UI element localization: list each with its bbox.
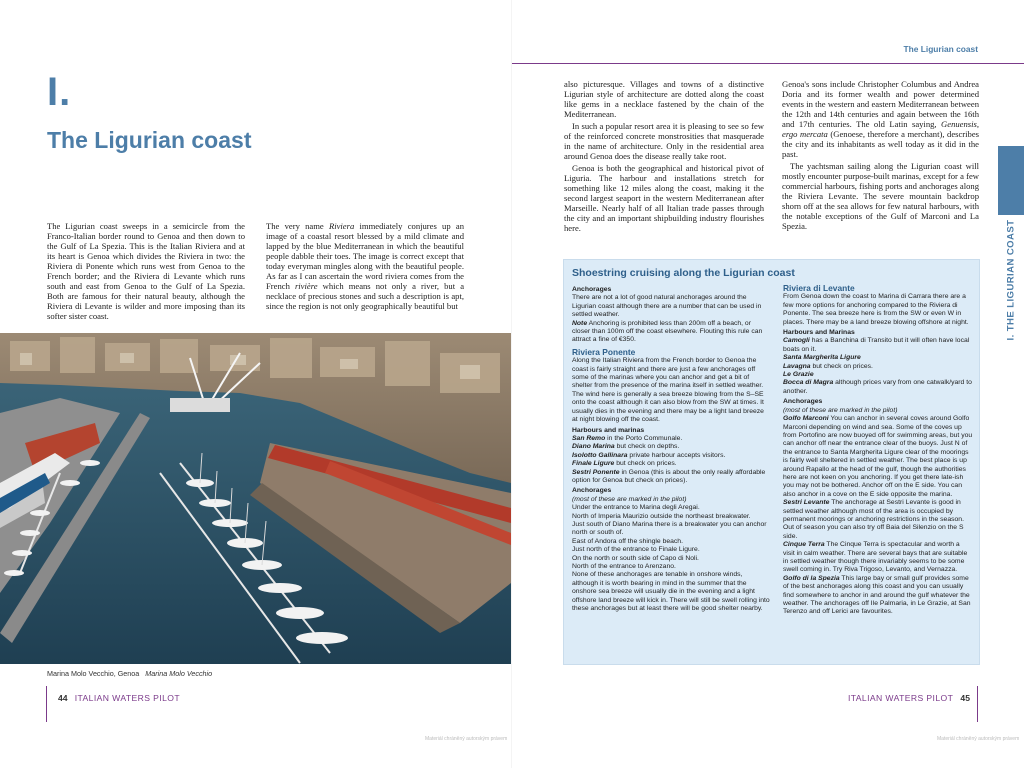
note-label: Note	[572, 319, 588, 327]
right-col1-para-2: In such a popular resort area it is pleasing to see so few of the reinforced concrete monstrosities that masquerade in the name of architecture. Only in the residential area around Genoa does the disease really take root.	[564, 121, 764, 161]
box-right-column	[783, 284, 973, 617]
right-col2-para-2: The yachtsman sailing along the Ligurian coast will mostly encounter purpose-built marinas, except for a few commercial harbours, fishing ports and anchorages along the Riviera Levante. The severe mountain backdrop shorn off at the sea allows for few natural harbours, with the notable exceptions of the Gulf of Marconi and La Spezia.	[782, 161, 979, 231]
anchorage-line: Under the entrance to Marina degli Aregai.	[572, 504, 700, 512]
copyright-notice-right: Materiál chráněný autorským právem	[937, 736, 1020, 742]
anchorage-name: Cinque Terra	[783, 541, 825, 549]
levante-anchorages-heading: Anchorages	[783, 398, 823, 406]
anchorage-item	[783, 541, 973, 575]
right-col2-para-1: Genoa's sons include Christopher Columbus and Andrea Doria and its former wealth and power determined events in the western and eastern Mediterranean between the 12th and 14th centuries and again between the 16th and 17th centuries. The old Latin saying, Genuensis, ergo mercata (Genoese, therefore a merchant), describes the city and its inhabitants as well today as it did in the past.	[782, 79, 979, 159]
harbour-text: in the Porto Communale.	[605, 434, 683, 442]
harbour-name: Bocca di Magra	[783, 379, 834, 387]
anchorage-item	[783, 415, 973, 499]
harbour-name: Sestri Ponente	[572, 468, 620, 476]
folio-left	[58, 693, 180, 703]
chapter-title: The Ligurian coast	[47, 127, 252, 153]
right-body-column-2	[782, 79, 979, 233]
harbour-text: has a Banchina di Transito but it will often have local boats on it.	[783, 337, 970, 353]
anchorage-text: This large bay or small gulf provides some of the best anchorages along this coast and you can usually find somewhere to anchor in and around the gulf whatever the weather. The anchorages off Ile Palmaria, in Le Grazie, at San Terenzo and off Lerici are favourites.	[783, 574, 971, 616]
photo-caption	[47, 669, 212, 678]
folio-right	[848, 693, 970, 703]
right-col1-para-3: Genoa is both the geographical and historical pivot of Liguria. The harbour and installations stretch for something like 12 miles along the coast, making it the second largest seaport in the western Mediterranean after Marseille. Nearly half of all Italian trade passes through the city and an important shipbuilding industry flourishes here.	[564, 163, 764, 233]
harbour-item	[572, 443, 770, 451]
harbour-item	[572, 435, 770, 443]
chapter-tab-block	[998, 146, 1024, 215]
harbour-name: Le Grazie	[783, 371, 814, 379]
folio-title-left: ITALIAN WATERS PILOT	[74, 693, 180, 703]
ponente-anchorages-heading: Anchorages	[572, 487, 612, 495]
chapter-number: I.	[47, 70, 72, 114]
riviera-ponente-text: Along the Italian Riviera from the French border to Genoa the coast is fairly straight and there are just a few anchorages off some of the marinas where you can anchor and get a bit of shelter from the presence of the marina itself in settled weather. The wind here is generally a sea breeze blowing from the S–SE onto the coast although it can also blow from the SW at times. It usually dies in the evening and there may be a light land breeze at night blowing off the coast.	[572, 357, 764, 424]
folio-rule-right	[977, 686, 978, 722]
harbour-name: Lavagna	[783, 362, 811, 370]
anchorage-line: North of Imperia Maurizio outside the northeast breakwater.	[572, 512, 751, 520]
anchorages-intro: There are not a lot of good natural anchorages around the Ligurian coast although there are a number that can be used in settled weather.	[572, 294, 762, 319]
harbour-item	[783, 379, 973, 396]
anchorage-name: Golfo Marconi	[783, 415, 829, 423]
riviera-levante-heading: Riviera di Levante	[783, 283, 855, 293]
harbour-name: Isolotto Gallinara	[572, 451, 628, 459]
harbour-text: but check on prices.	[810, 362, 873, 370]
anchorage-line: On the north or south side of Capo di Noli.	[572, 554, 699, 562]
note-para	[572, 320, 770, 345]
levante-anchorages-note: (most of these are marked in the pilot)	[783, 406, 898, 414]
harbour-text: but check on prices.	[614, 460, 677, 468]
harbour-name: Diano Marina	[572, 443, 615, 451]
side-tab-label: I. THE LIGURIAN COAST	[1005, 219, 1017, 341]
harbour-text: but check on depths.	[614, 443, 680, 451]
anchorage-line: Just north of the entrance to Finale Ligure.	[572, 546, 700, 554]
anchorages-heading: Anchorages	[572, 286, 612, 293]
harbour-name: San Remo	[572, 434, 606, 442]
harbour-item	[572, 469, 770, 486]
running-head: The Ligurian coast	[903, 44, 978, 54]
ponente-harbours-heading: Harbours and marinas	[572, 426, 645, 434]
harbour-item	[783, 363, 973, 371]
anchorage-line: East of Andora off the shingle beach.	[572, 537, 683, 545]
header-rule	[512, 63, 1024, 64]
caption-text: Marina Molo Vecchio, Genoa	[47, 669, 140, 678]
shoestring-cruising-box	[563, 259, 980, 665]
right-page	[512, 0, 1024, 768]
anchorage-name: Sestri Levante	[783, 499, 830, 507]
anchorage-text: You can anchor in several coves around Golfo Marconi depending on wind and sea. Some of the coves up from Portofino are now buoyed off for swimming areas, but you can anchor off near the entrance clear of the buoys. Just N of the entrance to Santa Margherita Ligure clear of the moorings is fairly well sheltered in settled weather. The best place is up around Rapallo at the head of the gulf, though the authorities here are not keen on you anchoring. If you get there late-ish you may not be bothered. Anchor off on the E side. You can also anchor in a cove on the E side opposite the marina.	[783, 415, 973, 498]
harbour-item	[783, 371, 973, 379]
page-number-left: 44	[58, 693, 68, 703]
left-body-column-2	[266, 221, 464, 313]
harbour-text: in Genoa (this is about the only really affordable option for Genoa but check on prices).	[572, 468, 766, 484]
anchorage-line: Just south of Diano Marina there is a breakwater you can anchor north or south of.	[572, 520, 767, 537]
anchorage-text: The Cinque Terra is spectacular and worth a visit in calm weather. There are several bays that are suitable in settled weather though there invariably seems to be some swell coming in. Try Riva Trigoso, Levanto, and Vernazza.	[783, 541, 968, 574]
left-col1-para: The Ligurian coast sweeps in a semicircle from the Franco-Italian border round to Genoa and then down to the Gulf of La Spezia. This is the Italian Riviera and at its heart is Genoa which divides the Riviera in two: the Riviera di Ponente which runs west from Genoa to the French border; and the Riviera di Levante which runs south and east from Genoa to the Gulf of La Spezia. Both are famous for their natural beauty, although the Riviera di Levante is wilder and more imposing than its softer sister coast.	[47, 221, 245, 321]
harbour-name: Camogli	[783, 337, 810, 345]
folio-title-right: ITALIAN WATERS PILOT	[848, 693, 954, 703]
anchorage-text: The anchorage at Sestri Levante is good in settled weather although most of the area is occupied by permanent moorings or anchoring restrictions in the season. Out of season you can also try off Baia del Silenzio on the S side.	[783, 499, 964, 540]
right-col1-para-1: also picturesque. Villages and towns of a distinctive Ligurian style of architecture are dotted along the coast like gems in a necklace fastened by the chain of the Mediterranean.	[564, 79, 764, 119]
box-title: Shoestring cruising along the Ligurian coast	[572, 267, 795, 279]
harbour-item	[783, 337, 973, 354]
page-number-right: 45	[960, 693, 970, 703]
caption-credit: Marina Molo Vecchio	[145, 669, 213, 678]
levante-harbours-heading: Harbours and Marinas	[783, 329, 855, 337]
harbour-item	[783, 354, 973, 362]
harbour-item	[572, 460, 770, 468]
chapter-side-tab	[996, 215, 1024, 345]
right-body-column-1	[564, 79, 764, 235]
riviera-ponente-heading: Riviera Ponente	[572, 346, 636, 357]
harbour-photo	[0, 333, 511, 664]
harbour-name: Santa Margherita Ligure	[783, 354, 861, 362]
harbour-photo-image	[0, 333, 511, 664]
anchorage-item	[783, 499, 973, 541]
anchorage-line: None of these anchorages are tenable in onshore winds, although it is worth bearing in mind in the summer that the onshore sea breeze will usually die in the evening and a light offshore land breeze will kick in. There will still be swell rolling into these anchorages but at least there will be good shelter nearby.	[572, 571, 770, 613]
riviera-levante-text: From Genoa down the coast to Marina di Carrara there are a few more options for anchoring compared to the Riviera di Ponente. The sea breeze here is from the SW or even W in places. There may be a land breeze blowing offshore at night.	[783, 293, 969, 326]
harbour-item	[572, 452, 770, 460]
left-body-column-1	[47, 221, 245, 323]
harbour-name: Finale Ligure	[572, 460, 615, 468]
harbour-text: private harbour accepts visitors.	[627, 451, 726, 459]
anchorage-line: North of the entrance to Arenzano.	[572, 563, 676, 570]
folio-rule-left	[46, 686, 47, 722]
note-text: Anchoring is prohibited less than 200m off a beach, or closer than 100m off the coast elsewhere. Flouting this rule can attract a fine of €350.	[572, 319, 763, 344]
copyright-notice-left: Materiál chráněný autorským právem	[425, 736, 508, 742]
box-left-column	[572, 284, 770, 613]
harbour-text: although prices vary from one catwalk/yard to another.	[783, 379, 972, 395]
anchorage-item	[783, 575, 973, 617]
ponente-anchorages-note: (most of these are marked in the pilot)	[572, 495, 687, 503]
anchorage-name: Golfo di la Spezia	[783, 574, 840, 582]
left-col2-para: The very name Riviera immediately conjures up an image of a coastal resort blessed by a mild climate and lapped by the blue Mediterranean in which the beautiful people dabble their toes. The image is correct except that today everyman mingles along with the beautiful people. As far as I can ascertain the word riviera comes from the French rivière which means not only a river, but a necklace of precious stones and such a description is apt, since the region is not only geographically beautiful but	[266, 221, 465, 311]
